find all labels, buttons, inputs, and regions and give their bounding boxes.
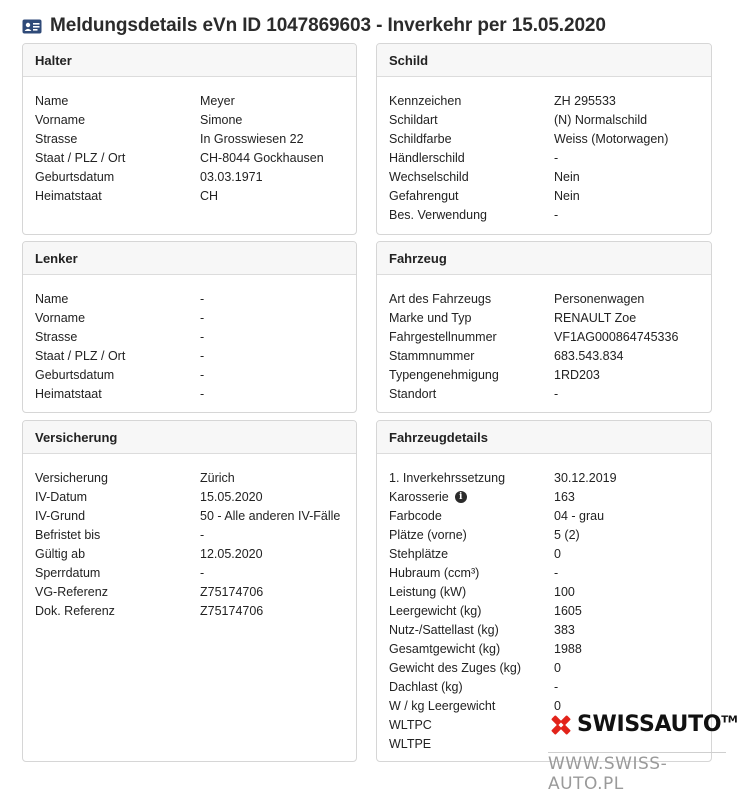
card-title: Versicherung [23,421,356,454]
detail-label-text: Gesamtgewicht (kg) [389,641,501,656]
watermark-tm: TM [721,714,738,726]
detail-label [389,471,505,485]
card-body [23,454,356,620]
detail-label [35,585,108,599]
detail-label [35,547,85,561]
detail-value: 0 [554,698,561,713]
detail-row [35,327,344,346]
detail-label [35,509,85,523]
detail-value: In Grosswiesen 22 [200,131,304,146]
detail-label [35,151,125,165]
detail-value: - [200,329,205,344]
detail-value: Personenwagen [554,291,645,306]
detail-value: 5 (2) [554,527,580,542]
detail-value: - [554,565,559,580]
watermark-brand-a: SWISS [577,712,655,737]
detail-value: (N) Normalschild [554,112,648,127]
detail-label-text: IV-Datum [35,489,88,504]
detail-row [35,384,344,403]
detail-value: 683.543.834 [554,348,624,363]
detail-label-text: Art des Fahrzeugs [389,291,492,306]
card-schild [376,43,712,235]
detail-value: Z75174706 [200,603,264,618]
detail-value: - [200,348,205,363]
detail-label-text: Staat / PLZ / Ort [35,348,126,363]
card-body [377,275,711,403]
detail-row [389,601,699,620]
detail-label [35,113,85,127]
detail-label-text: Sperrdatum [35,565,101,580]
detail-value: 100 [554,584,575,599]
detail-label [389,292,491,306]
detail-row [389,148,699,167]
detail-row [389,365,699,384]
card-body [377,454,711,753]
watermark-url: WWW.SWISS-AUTO.PL [548,752,726,794]
detail-label [389,151,465,165]
detail-label-text: Kennzeichen [389,93,462,108]
detail-value: RENAULT Zoe [554,310,637,325]
detail-value: 1RD203 [554,367,600,382]
detail-value: 0 [554,660,561,675]
detail-label [35,528,100,542]
card-title: Fahrzeugdetails [377,421,711,454]
detail-label [35,292,68,306]
id-card-icon [22,19,42,34]
detail-row [389,384,699,403]
detail-label [35,94,68,108]
detail-label [389,349,474,363]
detail-row [35,468,344,487]
card-fahrzeugdetails [376,420,712,762]
detail-label-text: W / kg Leergewicht [389,698,496,713]
detail-label [389,680,463,694]
detail-row [35,129,344,148]
detail-row [35,186,344,205]
detail-value: Nein [554,169,580,184]
detail-label-text: VG-Referenz [35,584,108,599]
detail-label [35,387,102,401]
detail-value: 03.03.1971 [200,169,263,184]
detail-row [35,289,344,308]
detail-label [389,547,448,561]
detail-label [389,330,497,344]
detail-row [35,308,344,327]
detail-row [35,365,344,384]
detail-label-text: Geburtsdatum [35,169,115,184]
detail-row [389,91,699,110]
detail-row [35,506,344,525]
detail-row [389,525,699,544]
detail-label [389,623,499,637]
detail-row [389,308,699,327]
detail-label [389,642,500,656]
detail-label [389,661,521,675]
detail-label-text: Stehplätze [389,546,449,561]
detail-label [35,189,102,203]
card-title: Schild [377,44,711,77]
detail-label-text: Staat / PLZ / Ort [35,150,126,165]
detail-row [389,658,699,677]
detail-row [389,468,699,487]
watermark-brand-b: AUTO [654,712,722,737]
detail-label-text: Versicherung [35,470,108,485]
detail-value: Z75174706 [200,584,264,599]
detail-label-text: Geburtsdatum [35,367,115,382]
detail-row [35,563,344,582]
detail-label [389,94,461,108]
detail-value: - [554,207,559,222]
detail-label [35,566,100,580]
detail-row [389,205,699,224]
detail-label-text: Plätze (vorne) [389,527,467,542]
detail-label-text: Name [35,291,69,306]
detail-label-text: Wechselschild [389,169,469,184]
detail-label-text: Gültig ab [35,546,86,561]
detail-value: - [200,527,205,542]
detail-label [389,189,459,203]
detail-value: Simone [200,112,243,127]
detail-value: 50 - Alle anderen IV-Fälle [200,508,341,523]
detail-label [35,311,85,325]
detail-label-text: Gefahrengut [389,188,459,203]
detail-label [35,349,125,363]
detail-label [389,509,442,523]
detail-label-text: Marke und Typ [389,310,472,325]
detail-label-text: Dachlast (kg) [389,679,463,694]
detail-label [389,528,467,542]
detail-label-text: Farbcode [389,508,442,523]
detail-value: 12.05.2020 [200,546,263,561]
detail-value: Weiss (Motorwagen) [554,131,669,146]
detail-label-text: Heimatstaat [35,188,102,203]
detail-row [389,639,699,658]
swissauto-watermark [549,712,737,737]
detail-label [389,566,479,580]
info-icon[interactable]: i [455,491,467,503]
detail-label-text: Vorname [35,310,86,325]
detail-label-text: Standort [389,386,437,401]
detail-value: 04 - grau [554,508,605,523]
card-versicherung [22,420,357,762]
detail-label [35,170,114,184]
detail-label-text: Karosserie [389,489,449,504]
detail-label [389,387,436,401]
detail-row [389,487,699,506]
detail-value: - [554,679,559,694]
detail-label-text: Vorname [35,112,86,127]
detail-label-text: Befristet bis [35,527,101,542]
detail-row [389,327,699,346]
detail-label-text: Leergewicht (kg) [389,603,482,618]
detail-label-text: Strasse [35,131,78,146]
detail-label [389,132,452,146]
detail-label [389,368,499,382]
detail-label-text: 1. Inverkehrssetzung [389,470,506,485]
detail-value: - [554,386,559,401]
page-header [22,12,606,40]
detail-label [389,699,495,713]
detail-label-text: Dok. Referenz [35,603,115,618]
detail-label-text: IV-Grund [35,508,86,523]
detail-row [389,544,699,563]
detail-label-text: Schildfarbe [389,131,452,146]
card-body [377,77,711,224]
detail-label [389,490,467,504]
detail-value: - [200,291,205,306]
card-title: Fahrzeug [377,242,711,275]
detail-row [389,677,699,696]
detail-value: 15.05.2020 [200,489,263,504]
detail-row [35,110,344,129]
detail-value: VF1AG000864745336 [554,329,679,344]
detail-value: Meyer [200,93,235,108]
detail-row [35,544,344,563]
detail-row [35,167,344,186]
detail-row [389,582,699,601]
detail-value: - [200,310,205,325]
detail-row [35,582,344,601]
detail-row [389,346,699,365]
detail-row [389,167,699,186]
detail-label [35,368,114,382]
detail-label-text: WLTPC [389,717,432,732]
detail-label [35,132,77,146]
detail-row [389,129,699,148]
detail-value: 30.12.2019 [554,470,617,485]
detail-row [35,148,344,167]
detail-value: - [200,565,205,580]
detail-label [389,311,471,325]
detail-row [389,110,699,129]
swiss-cross-logo-icon [549,713,573,737]
detail-label [389,585,466,599]
detail-value: 1605 [554,603,582,618]
detail-value: Zürich [200,470,235,485]
detail-label-text: Fahrgestellnummer [389,329,497,344]
detail-label-text: Leistung (kW) [389,584,467,599]
detail-label-text: Nutz-/Sattellast (kg) [389,622,499,637]
detail-label [35,490,87,504]
detail-value: - [200,367,205,382]
detail-label-text: Stammnummer [389,348,475,363]
detail-label-text: Typengenehmigung [389,367,499,382]
detail-label-text: Gewicht des Zuges (kg) [389,660,521,675]
detail-label-text: WLTPE [389,736,432,751]
detail-label [389,208,487,222]
card-title: Halter [23,44,356,77]
detail-label-text: Schildart [389,112,438,127]
detail-label-text: Händlerschild [389,150,465,165]
detail-value: 0 [554,546,561,561]
detail-label [389,737,431,751]
detail-row [389,620,699,639]
detail-value: CH-8044 Gockhausen [200,150,324,165]
detail-value: - [200,386,205,401]
detail-label [389,170,469,184]
card-halter [22,43,357,235]
detail-label [389,604,481,618]
detail-value: 383 [554,622,575,637]
detail-label-text: Strasse [35,329,78,344]
detail-row [389,186,699,205]
detail-row [389,289,699,308]
detail-value: ZH 295533 [554,93,616,108]
detail-value: 163 [554,489,575,504]
detail-label-text: Hubraum (ccm³) [389,565,480,580]
card-title: Lenker [23,242,356,275]
detail-label [35,330,77,344]
detail-label [389,718,432,732]
detail-value: CH [200,188,219,203]
detail-row [35,346,344,365]
detail-row [389,506,699,525]
detail-value: - [554,150,559,165]
card-body [23,77,356,205]
detail-row [35,487,344,506]
detail-row [35,525,344,544]
detail-label-text: Name [35,93,69,108]
card-body [23,275,356,403]
detail-label [389,113,438,127]
card-lenker [22,241,357,413]
detail-row [389,563,699,582]
card-fahrzeug [376,241,712,413]
detail-value: Nein [554,188,580,203]
detail-label [35,471,108,485]
detail-label-text: Bes. Verwendung [389,207,487,222]
detail-label [35,604,115,618]
page-title: Meldungsdetails eVn ID 1047869603 - Inverkehr per 15.05.2020 [50,15,606,36]
detail-row [35,601,344,620]
detail-value: 1988 [554,641,582,656]
detail-row [35,91,344,110]
detail-label-text: Heimatstaat [35,386,102,401]
